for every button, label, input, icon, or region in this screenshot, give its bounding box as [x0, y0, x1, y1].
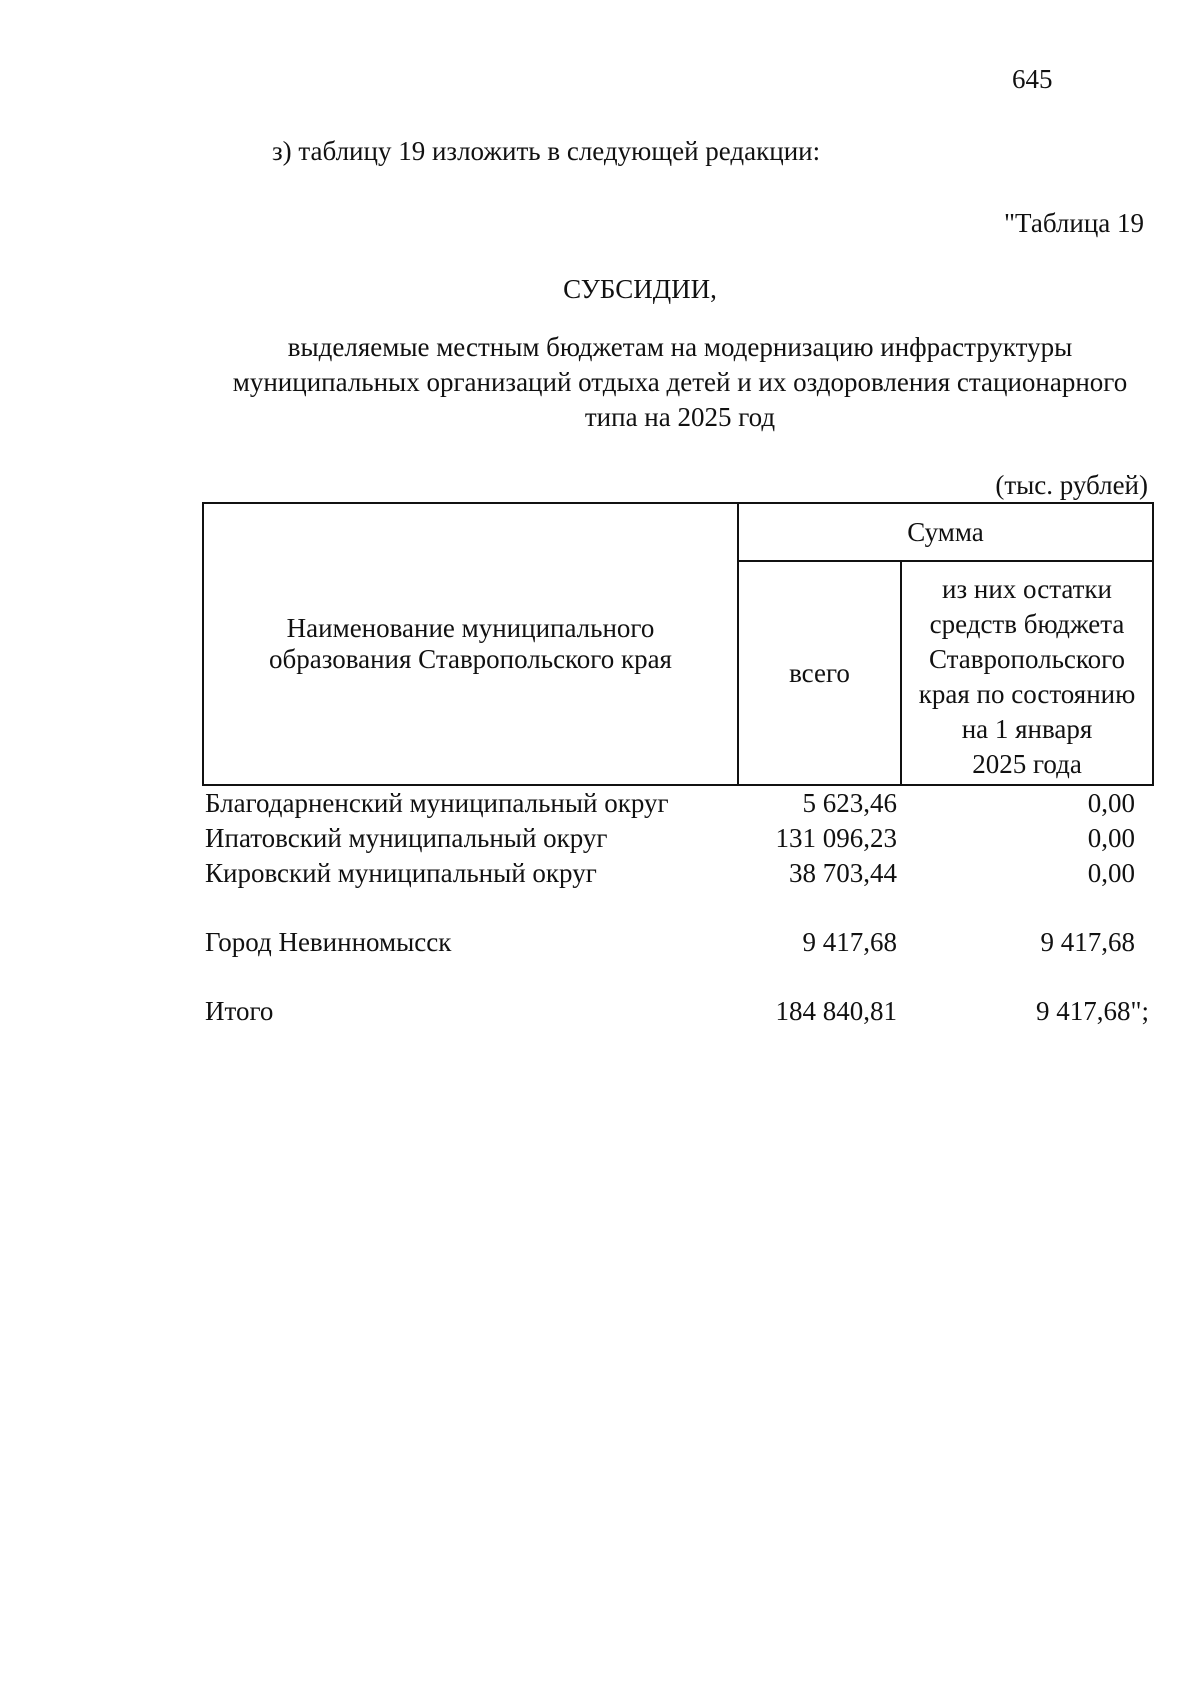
table-row	[203, 785, 1153, 821]
row-total: 5 623,46	[802, 788, 897, 818]
row-total: 184 840,81	[775, 996, 897, 1026]
document-title: СУБСИДИИ,	[563, 274, 717, 304]
header-name-line-1: Наименование муниципального	[286, 613, 655, 643]
table-row-total	[203, 994, 1153, 1029]
header-name	[203, 503, 738, 785]
row-remainder: 9 417,68	[1040, 927, 1136, 957]
row-remainder: 0,00	[1087, 788, 1136, 818]
table-row	[203, 856, 1153, 891]
document-subtitle	[200, 330, 1160, 435]
table-row	[203, 925, 1153, 960]
page-number: 645	[1012, 64, 1053, 94]
table-spacer	[203, 891, 1153, 925]
header-remainder-line-6: 2025 года	[972, 749, 1082, 779]
header-name-line-2: образования Ставропольского края	[269, 644, 672, 674]
row-remainder: 0,00	[1087, 858, 1136, 888]
row-name: Итого	[205, 996, 274, 1026]
subtitle-line-1: выделяемые местным бюджетам на модернизацию инфраструктуры	[287, 332, 1073, 362]
units-label: (тыс. рублей)	[995, 470, 1148, 500]
row-total: 131 096,23	[775, 823, 897, 853]
row-total: 9 417,68	[802, 927, 897, 957]
header-remainder-line-3: Ставропольского	[928, 644, 1126, 674]
header-remainder-line-5: на 1 января	[961, 714, 1093, 744]
header-sum: Сумма	[738, 503, 1153, 561]
header-remainder-line-1: из них остатки	[942, 574, 1112, 604]
header-remainder-line-4: края по состоянию	[918, 679, 1136, 709]
row-name: Ипатовский муниципальный округ	[205, 823, 608, 853]
subtitle-line-3: типа на 2025 год	[584, 402, 776, 432]
row-name: Благодарненский муниципальный округ	[205, 788, 669, 818]
row-remainder: 0,00	[1087, 823, 1136, 853]
table-spacer	[203, 960, 1153, 994]
subtitle-line-2: муниципальных организаций отдыха детей и их оздоровления стационарного	[232, 367, 1128, 397]
intro-text: з) таблицу 19 изложить в следующей редакции:	[272, 136, 821, 166]
header-remainder-line-2: средств бюджета	[929, 609, 1125, 639]
row-name: Кировский муниципальный округ	[205, 858, 597, 888]
table-reference: "Таблица 19	[1004, 208, 1144, 238]
subsidies-table	[202, 502, 1154, 1029]
row-total: 38 703,44	[789, 858, 897, 888]
row-remainder: 9 417,68";	[1035, 996, 1150, 1026]
header-remainder	[901, 561, 1153, 785]
header-total: всего	[738, 561, 901, 785]
row-name: Город Невинномысск	[205, 927, 452, 957]
table-row	[203, 821, 1153, 856]
